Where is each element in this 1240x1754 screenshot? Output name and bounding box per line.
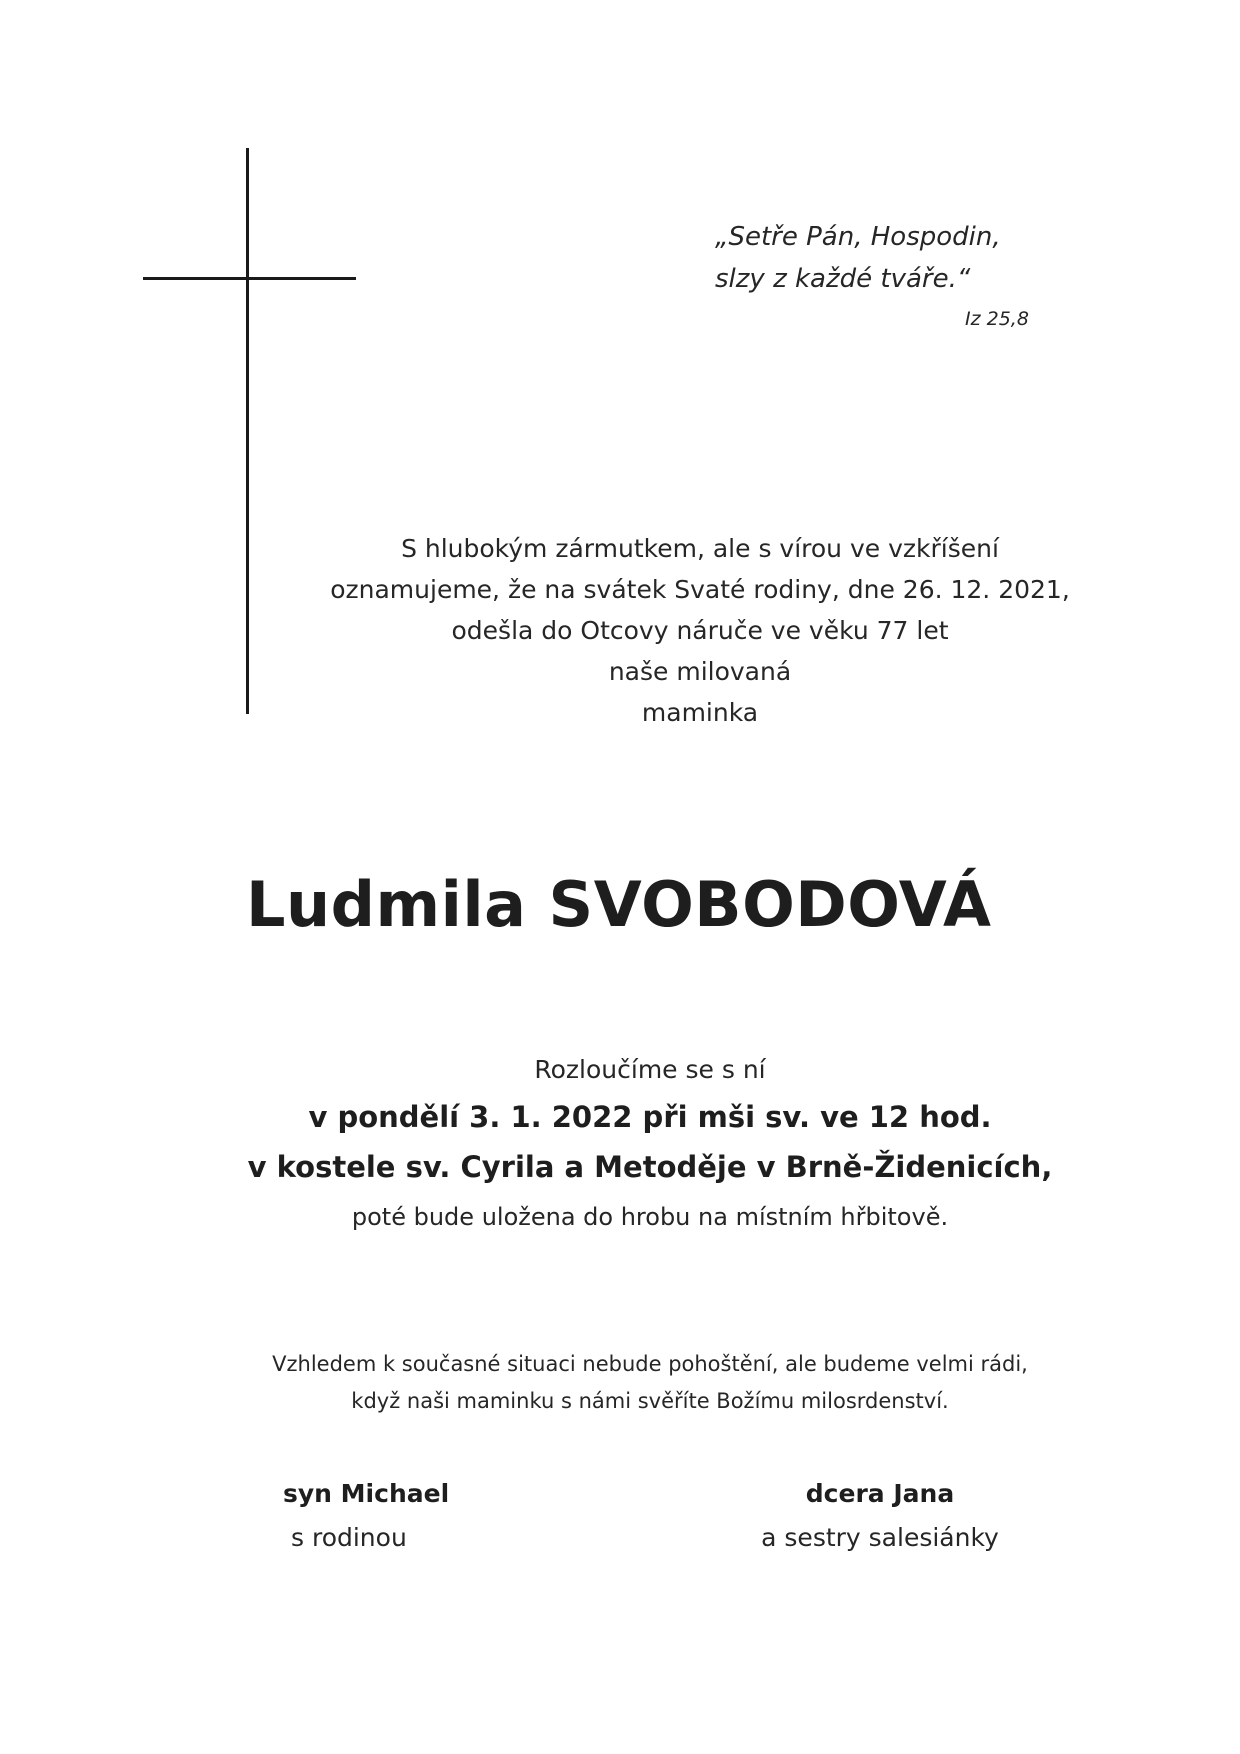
notice-text <box>200 1346 1100 1420</box>
farewell-intro: Rozloučíme se s ní <box>534 1055 766 1084</box>
notice-line-1: Vzhledem k současné situaci nebude pohoštění, ale budeme velmi rádi, <box>272 1352 1028 1376</box>
bible-quote <box>715 216 1001 300</box>
cross-vertical-bar <box>246 148 249 714</box>
signature-left-name: syn Michael <box>283 1479 450 1508</box>
cross-horizontal-bar <box>143 277 356 280</box>
farewell-place: v kostele sv. Cyrila a Metoděje v Brně-Židenicích, <box>247 1150 1053 1184</box>
farewell-date: v pondělí 3. 1. 2022 při mši sv. ve 12 hod. <box>308 1100 992 1134</box>
notice-line-2: když naši maminku s námi svěříte Božímu milosrdenství. <box>351 1389 949 1413</box>
quote-line-2: slzy z každé tváře.“ <box>715 264 971 294</box>
quote-reference: Iz 25,8 <box>965 308 1029 330</box>
signature-right <box>740 1472 1020 1560</box>
quote-line-1: „Setře Pán, Hospodin, <box>715 222 1001 252</box>
announcement-line-3: odešla do Otcovy náruče ve věku 77 let <box>451 616 949 645</box>
deceased-name: Ludmila SVOBODOVÁ <box>246 868 992 941</box>
farewell-details <box>200 1048 1100 1242</box>
burial-info: poté bude uložena do hrobu na místním hřbitově. <box>351 1203 949 1231</box>
signature-left <box>283 1472 449 1560</box>
announcement-line-2: oznamujeme, že na svátek Svaté rodiny, dne 26. 12. 2021, <box>330 575 1070 604</box>
announcement-line-5: maminka <box>641 698 759 727</box>
signature-left-sub: s rodinou <box>291 1523 407 1552</box>
announcement-line-1: S hlubokým zármutkem, ale s vírou ve vzkříšení <box>401 534 999 563</box>
announcement-line-4: naše milovaná <box>608 657 792 686</box>
signature-right-name: dcera Jana <box>805 1479 955 1508</box>
death-announcement <box>300 528 1100 733</box>
signature-right-sub: a sestry salesiánky <box>761 1523 999 1552</box>
